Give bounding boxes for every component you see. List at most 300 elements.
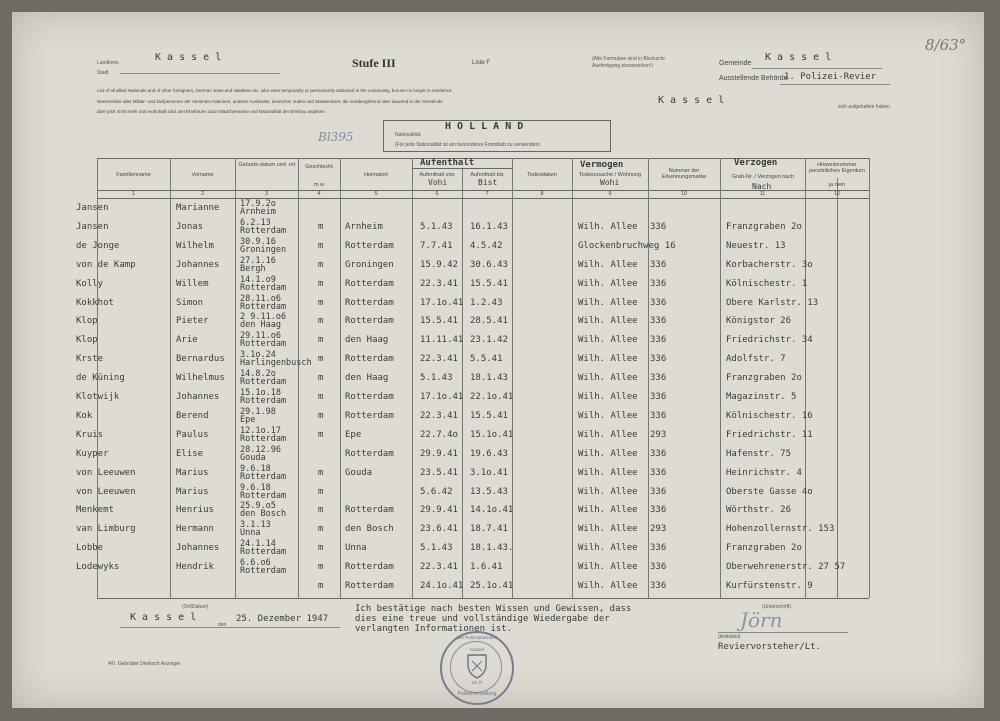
cell-to: 14.1o.41 [470, 505, 514, 516]
cell-given: Henrius [176, 505, 214, 516]
typed-aufenthalt: Aufenthalt [420, 158, 475, 168]
cell-moved: Friedrichstr. 11 [726, 429, 813, 440]
col-line [298, 158, 299, 598]
cell-sex: m [318, 524, 324, 535]
cell-to: 3.1o.41 [470, 467, 508, 478]
cell-from: 22.3.41 [420, 562, 458, 573]
certify-line-2: dies eine treue und vollständige Wiedergabe der [355, 614, 610, 624]
cell-nr: 336 [650, 581, 667, 591]
cell-home: Unna [345, 543, 367, 554]
cell-moved: Oberwehrenerstr. 27 57 [726, 562, 846, 573]
cell-birth-date: 25.9.o5 [240, 501, 276, 512]
cell-sex: m [318, 354, 324, 365]
cell-home: Rotterdam [345, 297, 394, 308]
col-header-11: Grab-Nr. / Verzogen nach [731, 174, 795, 180]
cell-moved: Kölnischestr. 1 [726, 278, 808, 289]
cell-family: Kuyper [76, 448, 109, 459]
cell-birth-place: Rotterdam [240, 490, 287, 501]
cell-birth-date: 14.8.2o [240, 369, 276, 380]
form-note-1: (Alle Formulare sind in Blockschr. [592, 56, 667, 62]
cell-moved: Franzgraben 2o [726, 373, 802, 384]
col-line [462, 168, 463, 598]
kreis-value: K a s s e l [155, 52, 222, 63]
cell-sex: m [318, 581, 324, 591]
cell-nr: 336 [650, 467, 667, 478]
col-header-10: Nummer der Erkennungsmarke [661, 168, 707, 180]
cell-nr: 336 [650, 505, 667, 516]
stadt-label: Stadt [97, 70, 109, 76]
cell-home: den Haag [345, 373, 389, 384]
cell-birth-place: Rotterdam [240, 282, 287, 293]
behoerde-value: 1. Polizei-Revier [784, 72, 877, 82]
col-num: 9 [608, 191, 612, 197]
cell-given: Jonas [176, 221, 204, 232]
typed-vohi: Vohi [428, 178, 448, 187]
cell-street: Wilh. Allee [578, 221, 638, 232]
cell-home: den Bosch [345, 524, 394, 535]
cell-moved: Kurfürstenstr. 9 [726, 581, 813, 591]
cell-family: Kok [76, 410, 93, 421]
cell-sex: m [318, 373, 324, 384]
cell-to: 16.1.43 [470, 221, 508, 232]
cell-nr: 336 [650, 354, 667, 365]
cell-birth-date: 24.1.14 [240, 539, 276, 550]
cell-street: Wilh. Allee [578, 581, 638, 591]
cell-moved: Magazinstr. 5 [726, 392, 797, 402]
cell-birth-place: den Bosch [240, 509, 287, 520]
cell-nr: 336 [650, 486, 667, 497]
kreis-label: Landkreis [97, 60, 119, 66]
cell-from: 11.11.41 [420, 335, 464, 346]
cell-moved: Franzgraben 2o [726, 221, 802, 232]
cell-home: Epe [345, 429, 362, 440]
cell-family: Klotwijk [76, 392, 120, 402]
cell-family: von de Kamp [76, 259, 136, 270]
cell-birth-date: 3.1o.24 [240, 350, 276, 361]
cell-street: Wilh. Allee [578, 505, 638, 516]
nationality-label: Nationalität: [395, 132, 422, 138]
cell-birth-place: Rotterdam [240, 566, 287, 577]
typed-bist: Bist [478, 178, 498, 187]
cell-given: Paulus [176, 429, 209, 440]
place-date-label: (Ort/Datum) [182, 604, 209, 610]
cell-street: Wilh. Allee [578, 392, 638, 402]
cell-street: Wilh. Allee [578, 373, 638, 384]
cell-family: Lobbe [76, 543, 104, 554]
cell-home: Arnheim [345, 221, 383, 232]
col-line [170, 158, 171, 598]
footer-den: den [218, 622, 227, 628]
gemeinde-value: K a s s e l [765, 52, 832, 63]
cell-given: Pieter [176, 316, 209, 327]
col-num: 10 [680, 191, 688, 197]
footer-date-line [120, 627, 340, 628]
cell-birth-date: 29.1.98 [240, 406, 276, 417]
cell-home: Gouda [345, 467, 373, 478]
col-header-12-sub: ja nein [828, 182, 846, 188]
cell-from: 24.1o.41 [420, 581, 464, 591]
cell-moved: Adolfstr. 7 [726, 354, 786, 365]
col-line [512, 158, 513, 598]
behoerde-underline [780, 84, 890, 85]
col-header-1: Familienname [116, 172, 151, 178]
cell-sex: m [318, 297, 324, 308]
col-header-9: Todesursache / Wohnung [578, 172, 642, 178]
footer-date: 25. Dezember 1947 [236, 614, 329, 624]
intro-line-2: Namensliste aller Militär- und Zivilpersonen der Vereinten Nationen, anderer Ausländer, deutscher Juden und Staatenloser, die vorübergehend oder dauernd in der Gemeinde [97, 99, 443, 104]
cell-moved: Franzgraben 2o [726, 543, 802, 554]
cell-street: Wilh. Allee [578, 297, 638, 308]
cell-sex: m [318, 562, 324, 573]
cell-nr: 336 [650, 259, 667, 270]
cell-to: 19.6.43 [470, 448, 508, 459]
cell-birth-date: 28.12.96 [240, 444, 281, 455]
cell-home: Rotterdam [345, 278, 394, 289]
cell-given: Hermann [176, 524, 214, 535]
cell-moved: Heinrichstr. 4 [726, 467, 802, 478]
signature-line [718, 632, 848, 633]
certify-line-1: Ich bestätige nach besten Wissen und Gewissen, dass [355, 604, 632, 614]
cell-to: 1.6.41 [470, 562, 503, 573]
cell-street: Wilh. Allee [578, 316, 638, 327]
col-header-4: Geschlecht [305, 164, 333, 170]
cell-family: van Limburg [76, 524, 136, 535]
handwritten-mark: Bl395 [318, 130, 354, 144]
typed-verzogen: Verzogen [734, 158, 778, 168]
cell-birth-date: 6.2.13 [240, 217, 271, 228]
title-label: (Amtstitel) [718, 634, 741, 640]
printer-note: 4/II. Gebrüder Dierksch Anzeiger [108, 661, 181, 667]
place-value: K a s s e l [658, 95, 725, 106]
cell-nr: 336 [650, 448, 667, 459]
cell-sex: m [318, 259, 324, 270]
cell-home: Rotterdam [345, 448, 394, 459]
cell-moved: Wörthstr. 26 [726, 505, 792, 516]
coat-of-arms-icon [466, 653, 488, 679]
cell-nr: 336 [650, 297, 667, 308]
cell-from: 15.9.42 [420, 259, 458, 270]
cell-to: 18.1.43. [470, 543, 514, 554]
cell-nr: 336 [650, 562, 667, 573]
cell-birth-place: Unna [240, 528, 261, 539]
cell-home: Rotterdam [345, 354, 394, 365]
cell-to: 25.1o.41 [470, 581, 514, 591]
cell-home: Rotterdam [345, 581, 394, 591]
cell-to: 30.6.43 [470, 259, 508, 270]
signature-label: (Unterschrift) [762, 604, 791, 610]
cell-street: Wilh. Allee [578, 448, 638, 459]
cell-family: Jansen [76, 221, 109, 232]
col-line [648, 158, 649, 598]
cell-given: Johannes [176, 543, 220, 554]
cell-to: 5.5.41 [470, 354, 503, 365]
cell-sex: m [318, 410, 324, 421]
col-header-3: Geburts-datum und -ort [238, 162, 296, 168]
cell-family: de Küning [76, 373, 125, 384]
col-line [837, 178, 838, 598]
cell-street: Wilh. Allee [578, 467, 638, 478]
cell-given: Marius [176, 467, 209, 478]
seal-number: 10. R [471, 680, 483, 685]
cell-from: 17.1o.41 [420, 297, 464, 308]
cell-from: 23.5.41 [420, 467, 458, 478]
cell-moved: Obere Karlstr. 13 [726, 297, 819, 308]
typed-nach: Nach [752, 182, 772, 191]
cell-given: Willem [176, 278, 209, 289]
cell-home: den Haag [345, 335, 389, 346]
cell-street: Wilh. Allee [578, 410, 638, 421]
seal-city: Kassel [470, 647, 484, 652]
cell-to: 1.2.43 [470, 297, 503, 308]
cell-from: 5.1.43 [420, 373, 453, 384]
cell-from: 29.9.41 [420, 448, 458, 459]
col-header-2: Vorname [191, 172, 214, 178]
cell-street: Wilh. Allee [578, 354, 638, 365]
cell-to: 13.5.43 [470, 486, 508, 497]
cell-street: Wilh. Allee [578, 259, 638, 270]
cell-street: Wilh. Allee [578, 335, 638, 346]
cell-birth-place: Gouda [240, 452, 266, 463]
cell-birth-date: 30.9.16 [240, 236, 276, 247]
cell-street: Wilh. Allee [578, 524, 638, 535]
liste-label: Liste F [472, 60, 491, 66]
col-num: 7 [485, 191, 489, 197]
cell-nr: 336 [650, 316, 667, 327]
cell-from: 22.7.4o [420, 429, 458, 440]
cell-street: Wilh. Allee [578, 429, 638, 440]
cell-nr: 336 [650, 373, 667, 384]
cell-nr: 336 [650, 410, 667, 421]
col-num: 1 [131, 191, 136, 197]
cell-from: 17.1o.41 [420, 392, 464, 402]
col-num: 3 [264, 191, 269, 197]
cell-sex: m [318, 543, 324, 554]
seal-stamp [440, 631, 514, 705]
cell-birth-place: Rotterdam [240, 471, 287, 482]
cell-birth-date: 9.6.18 [240, 482, 271, 493]
cell-to: 15.5.41 [470, 278, 508, 289]
typed-wohi: Wohi [600, 178, 620, 187]
cell-moved: Friedrichstr. 34 [726, 335, 813, 346]
cell-from: 29.9.41 [420, 505, 458, 516]
cell-nr: 336 [650, 335, 667, 346]
behoerde-label: Ausstellende Behörde [719, 75, 788, 82]
cell-to: 4.5.42 [470, 240, 503, 251]
cell-birth-date: 6.6.o6 [240, 558, 271, 569]
intro-line-3: aber jetzt nicht mehr dort wohnhaft sind. Bei Ehefrauen auch Mädchenname und Nationalität der Ehefrau angeben. [97, 109, 327, 114]
cell-sex: m [318, 221, 324, 232]
cell-birth-place: Bergh [240, 263, 266, 274]
cell-birth-date: 12.1o.17 [240, 425, 281, 436]
cell-street: Glockenbruchweg 16 [578, 240, 676, 251]
table-head-line [97, 198, 869, 199]
table-bottom-line [97, 598, 869, 599]
cell-from: 7.7.41 [420, 240, 453, 251]
cell-given: Elise [176, 448, 204, 459]
place-suffix: sich aufgehalten haben, [838, 104, 892, 110]
intro-line-1: List of all allied Nationals and of other foreigners, German Jews and stateless etc. who were temporarily or permanently stationed in the community, but are no longer in residence. [97, 88, 453, 93]
cell-sex: m [318, 316, 324, 327]
col-num: 8 [540, 191, 544, 197]
cell-to: 28.5.41 [470, 316, 508, 327]
cell-family: von Leeuwen [76, 486, 136, 497]
cell-birth-date: 17.9.2o [240, 199, 276, 209]
cell-family: Kolly [76, 278, 104, 289]
cell-moved: Oberste Gasse 4o [726, 486, 813, 497]
cell-given: Johannes [176, 392, 220, 402]
cell-street: Wilh. Allee [578, 562, 638, 573]
cell-nr: 336 [650, 392, 667, 402]
gemeinde-label: Gemeinde [719, 60, 752, 67]
cell-sex: m [318, 240, 324, 251]
cell-family: von Leeuwen [76, 467, 136, 478]
handwritten-number: 8/63° [925, 36, 967, 54]
col-header-4-sub: m w [313, 182, 325, 188]
col-line [572, 158, 573, 598]
col-num: 12 [833, 191, 841, 197]
title-value: Reviervorsteher/Lt. [718, 642, 821, 652]
col-num: 5 [374, 191, 378, 197]
col-num: 4 [317, 191, 321, 197]
cell-birth-date: 2 9.11.o6 [240, 312, 287, 323]
cell-sex: m [318, 335, 324, 346]
col-header-6: Aufenthalt von [419, 172, 455, 178]
cell-given: Hendrik [176, 562, 214, 573]
cell-home: Rotterdam [345, 240, 394, 251]
cell-home: Rotterdam [345, 392, 394, 402]
seal-text-top: Der Polizeipräsident [456, 635, 498, 640]
cell-from: 22.3.41 [420, 410, 458, 421]
cell-to: 23.1.42 [470, 335, 508, 346]
cell-given: Wilhelm [176, 240, 214, 251]
cell-home: Groningen [345, 259, 394, 270]
cell-birth-place: Rotterdam [240, 339, 287, 350]
cell-family: Klop [76, 316, 98, 327]
cell-nr: 336 [650, 221, 667, 232]
nationality-note: (Für jede Nationalität ist ein besonderes Formblatt zu verwenden) [395, 142, 541, 148]
cell-home: Rotterdam [345, 410, 394, 421]
cell-home: Rotterdam [345, 316, 394, 327]
gemeinde-underline [752, 68, 882, 69]
footer-place: K a s s e l [130, 612, 197, 623]
cell-family: Kruis [76, 429, 104, 440]
cell-home: Rotterdam [345, 562, 394, 573]
col-line [869, 158, 870, 598]
cell-given: Arie [176, 335, 198, 346]
aufenthalt-split [412, 168, 512, 169]
seal-text-bottom: Polizeiverwaltung [457, 691, 497, 697]
cell-sex: m [318, 486, 324, 497]
nationality-value: H O L L A N D [445, 121, 524, 132]
cell-moved: Hafenstr. 75 [726, 448, 792, 459]
cell-birth-date: 3.1.13 [240, 520, 271, 531]
cell-moved: Königstor 26 [726, 316, 792, 327]
cell-from: 23.6.41 [420, 524, 458, 535]
cell-sex: m [318, 505, 324, 516]
signature: Jörn [740, 608, 783, 632]
cell-birth-place: Rotterdam [240, 377, 287, 388]
cell-nr: 293 [650, 429, 667, 440]
cell-birth-place: Rotterdam [240, 433, 287, 444]
cell-birth-place: Groningen [240, 244, 287, 255]
cell-given: Johannes [176, 259, 220, 270]
cell-sex: m [318, 278, 324, 289]
cell-birth-date: 27.1.16 [240, 255, 276, 266]
col-line [235, 158, 236, 598]
cell-birth-place: Rotterdam [240, 547, 287, 558]
cell-family: Jansen [76, 203, 109, 213]
cell-street: Wilh. Allee [578, 486, 638, 497]
cell-street: Wilh. Allee [578, 543, 638, 554]
cell-sex: m [318, 429, 324, 440]
cell-sex: m [318, 392, 324, 402]
cell-to: 18.1.43 [470, 373, 508, 384]
cell-street: Wilh. Allee [578, 278, 638, 289]
col-line [720, 158, 721, 598]
cell-moved: Hohenzollernstr. 153 [726, 524, 835, 535]
col-header-12: Hinweisnummer persönliches Eigentum [809, 162, 865, 174]
cell-family: Kokkhot [76, 297, 114, 308]
cell-home: Rotterdam [345, 505, 394, 516]
cell-family: Klop [76, 335, 98, 346]
cell-birth-place: Rotterdam [240, 301, 287, 312]
cell-family: de Jonge [76, 240, 120, 251]
cell-given: Marianne [176, 203, 220, 213]
col-header-8: Todesdatum [527, 172, 557, 178]
cell-birth-place: Rotterdam [240, 396, 287, 406]
cell-birth-date: 15.1o.18 [240, 388, 281, 398]
cell-birth-date: 29.11.o6 [240, 331, 281, 342]
cell-given: Bernardus [176, 354, 225, 365]
cell-from: 5.6.42 [420, 486, 453, 497]
cell-birth-date: 14.1.o9 [240, 274, 276, 285]
cell-family: Menkemt [76, 505, 114, 516]
cell-birth-place: Epe [240, 414, 256, 425]
cell-given: Wilhelmus [176, 373, 225, 384]
col-line [340, 158, 341, 598]
cell-from: 22.3.41 [420, 354, 458, 365]
cell-nr: 336 [650, 543, 667, 554]
cell-moved: Neuestr. 13 [726, 240, 786, 251]
cell-birth-date: 9.6.18 [240, 463, 271, 474]
cell-to: 22.1o.41 [470, 392, 514, 402]
cell-moved: Kölnischestr. 16 [726, 410, 813, 421]
cell-sex: m [318, 467, 324, 478]
col-num: 6 [435, 191, 439, 197]
cell-birth-place: Rotterdam [240, 225, 287, 236]
certify-line-3: verlangten Informationen ist. [355, 624, 513, 634]
col-header-7: Aufenthalt bis [470, 172, 504, 178]
cell-nr: 293 [650, 524, 667, 535]
cell-to: 15.1o.41 [470, 429, 514, 440]
cell-to: 18.7.41 [470, 524, 508, 535]
cell-moved: Korbacherstr. 3o [726, 259, 813, 270]
cell-given: Berend [176, 410, 209, 421]
cell-birth-place: Arnheim [240, 207, 276, 217]
cell-family: Krste [76, 354, 104, 365]
cell-from: 22.3.41 [420, 278, 458, 289]
col-num: 11 [759, 191, 766, 197]
typed-vermogen: Vermogen [580, 160, 624, 170]
cell-nr: 336 [650, 278, 667, 289]
cell-birth-date: 28.11.o6 [240, 293, 281, 304]
cell-from: 5.1.43 [420, 543, 453, 554]
cell-from: 15.5.41 [420, 316, 458, 327]
cell-to: 15.5.41 [470, 410, 508, 421]
col-line [412, 158, 413, 598]
cell-birth-place: Harlingenbusch [240, 358, 312, 369]
cell-from: 5.1.43 [420, 221, 453, 232]
